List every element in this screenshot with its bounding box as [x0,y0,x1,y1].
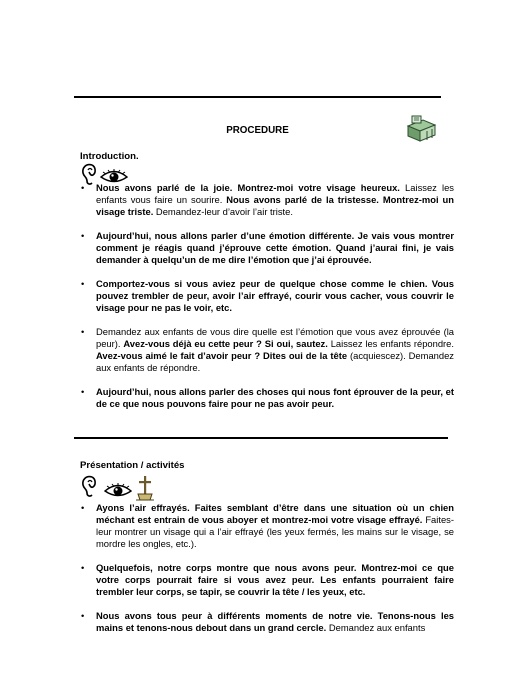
plain-text: Demandez aux enfants [326,622,426,633]
desk-icon [405,114,437,144]
presentation-list [80,502,454,646]
plain-text: (acquiescez). Demandez aux enfants de répondre. [96,350,454,373]
list-item [80,230,454,266]
list-item [80,502,454,550]
list-item [80,562,454,598]
section-divider [74,437,448,439]
bold-text: Quelquefois, notre corps montre que nous avons peur. Montrez-moi ce que votre corps pourrait faire si vous avez peur. Les enfants pourraient faire trembler leur corps, se tapir, se couvrir la tête / les yeux, etc. [96,562,454,597]
list-item [80,278,454,314]
plain-text: Faites-leur montrer un visage qui a l’air effrayé (les yeux fermés, les mains sur le visage, se mordre les ongles, etc.). [96,514,454,549]
list-item [80,326,454,374]
list-item [80,386,454,410]
eye-icon [104,482,132,498]
tool-icon [134,475,156,501]
bold-text: Avez-vous aimé le fait d’avoir peur ? Dites oui de la tête [96,350,348,361]
bold-text: Aujourd’hui, nous allons parler des choses qui nous font éprouver de la peur, et de ce que nous pouvons faire pour ne pas avoir peur. [96,386,454,409]
plain-text: Demandez-leur d’avoir l’air triste. [153,206,293,217]
bold-text: Aujourd’hui, nous allons parler d’une émotion différente. Je vais vous montrer comment je réagis quand j’éprouve cette émotion. Quand j’aurai fini, je vais demander à quelqu’un de me dire l’émotion que j’ai éprouvée. [96,230,454,265]
plain-text: Laissez les enfants répondre. [327,338,454,349]
list-item [80,182,454,218]
bold-text: Nous avons tous peur à différents moments de notre vie. Tenons-nous les mains et tenons-nous debout dans un grand cercle. [96,610,454,633]
intro-heading: Introduction. [80,151,139,162]
intro-list [80,182,454,422]
page-title: PROCEDURE [226,125,289,136]
bold-text: Nous avons parlé de la tristesse. Montrez-moi un visage triste. [96,194,454,217]
bold-text: Nous avons parlé de la joie. Montrez-moi votre visage heureux. [96,182,400,193]
bold-text: Comportez-vous si vous aviez peur de quelque chose comme le chien. Vous pouvez trembler de peur, avoir l’air effrayé, courir vous cacher, vous couvrir le visage pour ne pas le voir, etc. [96,278,454,313]
presentation-heading: Présentation / activités [80,460,185,471]
plain-text: Demandez aux enfants de vous dire quelle est l’émotion que vous avez éprouvée (la peur). [96,326,454,349]
ear-icon [80,474,98,498]
list-item [80,610,454,634]
plain-text: Laissez les enfants vous faire un sourire. [96,182,454,205]
bold-text: Avez-vous déjà eu cette peur ? Si oui, sautez. [123,338,328,349]
bold-text: Ayons l’air effrayés. Faites semblant d’être dans une situation où un chien méchant est entrain de vous aboyer et montrez-moi votre visage effrayé. [96,502,454,525]
top-divider [74,96,441,98]
